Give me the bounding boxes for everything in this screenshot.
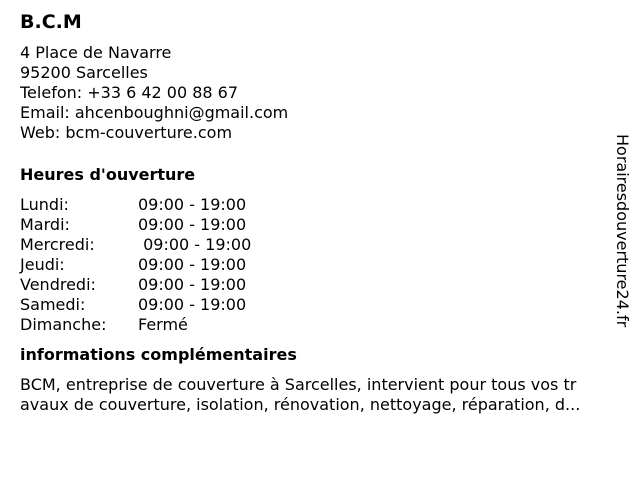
hours-time: 09:00 - 19:00 (138, 255, 247, 274)
hours-day: Samedi: (20, 295, 86, 314)
hours-row-sunday (20, 315, 620, 335)
hours-time: 09:00 - 19:00 (138, 275, 247, 294)
address-city: 95200 Sarcelles (20, 63, 148, 82)
hours-day: Lundi: (20, 195, 69, 214)
additional-info-text (20, 375, 630, 415)
hours-time: 09:00 - 19:00 (138, 215, 247, 234)
hours-day: Vendredi: (20, 275, 96, 294)
hours-row-wednesday (20, 235, 620, 255)
business-name: B.C.M (20, 11, 82, 33)
info-line-2: avaux de couverture, isolation, rénovation, nettoyage, réparation, d... (20, 395, 581, 414)
site-watermark-label: Horairesdouverture24.fr (613, 134, 632, 328)
business-card (20, 10, 620, 415)
address-street: 4 Place de Navarre (20, 43, 172, 62)
additional-info-heading: informations complémentaires (20, 345, 297, 364)
hours-day: Jeudi: (20, 255, 65, 274)
hours-row-friday (20, 275, 620, 295)
info-line-1: BCM, entreprise de couverture à Sarcelles, intervient pour tous vos tr (20, 375, 577, 394)
hours-time: 09:00 - 19:00 (138, 195, 247, 214)
hours-row-tuesday (20, 215, 620, 235)
hours-day: Dimanche: (20, 315, 107, 334)
hours-row-saturday (20, 295, 620, 315)
web-line: Web: bcm-couverture.com (20, 123, 233, 142)
hours-row-monday (20, 195, 620, 215)
hours-time: 09:00 - 19:00 (138, 295, 247, 314)
email-line: Email: ahcenboughni@gmail.com (20, 103, 289, 122)
hours-time: Fermé (138, 315, 188, 334)
hours-day: Mercredi: (20, 235, 95, 254)
hours-day: Mardi: (20, 215, 70, 234)
hours-time: 09:00 - 19:00 (138, 235, 252, 254)
opening-hours-heading: Heures d'ouverture (20, 165, 196, 184)
phone-line: Telefon: +33 6 42 00 88 67 (20, 83, 239, 102)
hours-row-thursday (20, 255, 620, 275)
